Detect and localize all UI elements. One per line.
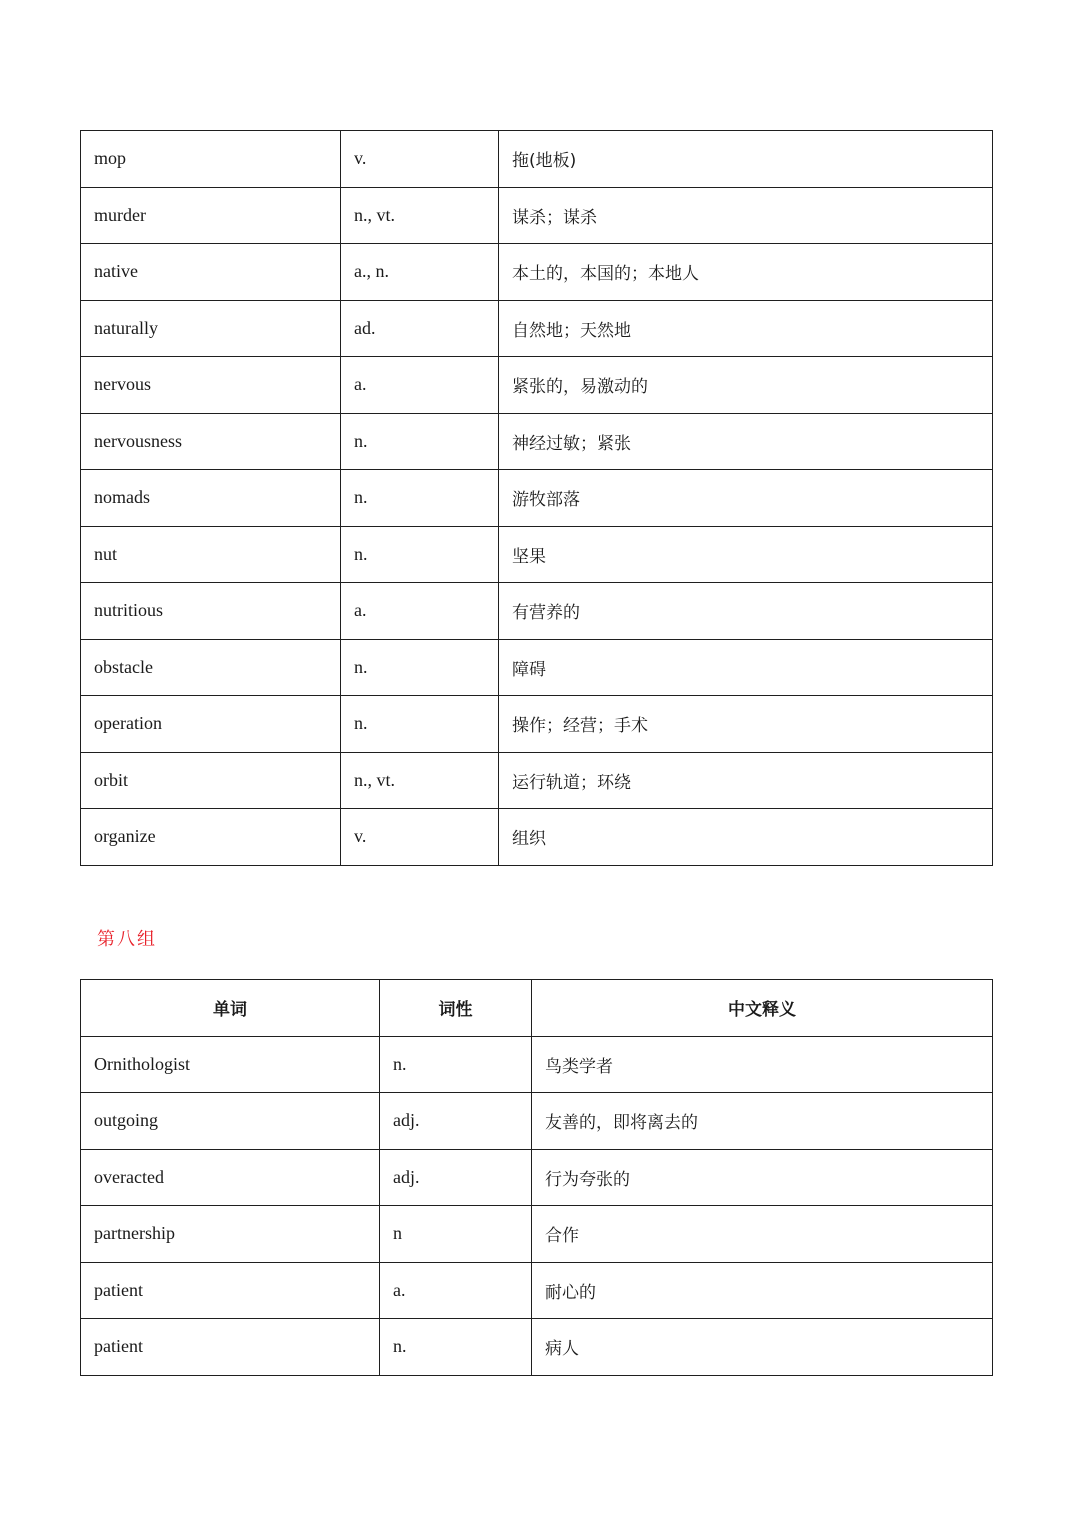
vocabulary-table-2	[80, 979, 993, 1376]
word-cell: operation	[81, 696, 341, 753]
chinese-meaning-cell: 坚果	[499, 526, 993, 583]
part-of-speech-cell: n., vt.	[341, 752, 499, 809]
chinese-meaning-cell: 病人	[532, 1319, 993, 1376]
table-row	[81, 1319, 993, 1376]
chinese-meaning-cell: 拖(地板)	[499, 131, 993, 188]
word-cell: nut	[81, 526, 341, 583]
word-cell: organize	[81, 809, 341, 866]
chinese-meaning-cell: 游牧部落	[499, 470, 993, 527]
table-row	[81, 809, 993, 866]
part-of-speech-cell: n.	[380, 1036, 532, 1093]
table-row	[81, 357, 993, 414]
chinese-meaning-cell: 鸟类学者	[532, 1036, 993, 1093]
part-of-speech-cell: adj.	[380, 1093, 532, 1150]
part-of-speech-cell: adj.	[380, 1149, 532, 1206]
chinese-meaning-cell: 操作；经营；手术	[499, 696, 993, 753]
word-cell: patient	[81, 1262, 380, 1319]
word-cell: nervousness	[81, 413, 341, 470]
chinese-meaning-cell: 谋杀；谋杀	[499, 187, 993, 244]
header-part-of-speech: 词性	[380, 980, 532, 1037]
chinese-meaning-cell: 自然地；天然地	[499, 300, 993, 357]
table-row	[81, 300, 993, 357]
part-of-speech-cell: n.	[380, 1319, 532, 1376]
table-row	[81, 696, 993, 753]
table-row	[81, 244, 993, 301]
word-cell: nervous	[81, 357, 341, 414]
word-cell: obstacle	[81, 639, 341, 696]
chinese-meaning-cell: 紧张的，易激动的	[499, 357, 993, 414]
word-cell: nomads	[81, 470, 341, 527]
table-row	[81, 639, 993, 696]
word-cell: patient	[81, 1319, 380, 1376]
part-of-speech-cell: n.	[341, 526, 499, 583]
chinese-meaning-cell: 友善的，即将离去的	[532, 1093, 993, 1150]
chinese-meaning-cell: 有营养的	[499, 583, 993, 640]
chinese-meaning-cell: 运行轨道；环绕	[499, 752, 993, 809]
table-row	[81, 1036, 993, 1093]
chinese-meaning-cell: 组织	[499, 809, 993, 866]
chinese-meaning-cell: 本土的，本国的；本地人	[499, 244, 993, 301]
chinese-meaning-cell: 合作	[532, 1206, 993, 1263]
chinese-meaning-cell: 神经过敏；紧张	[499, 413, 993, 470]
table-row	[81, 526, 993, 583]
table-row	[81, 1262, 993, 1319]
part-of-speech-cell: n	[380, 1206, 532, 1263]
table-row	[81, 583, 993, 640]
part-of-speech-cell: n., vt.	[341, 187, 499, 244]
table-row	[81, 413, 993, 470]
word-cell: naturally	[81, 300, 341, 357]
section-title: 第八组	[97, 929, 157, 950]
part-of-speech-cell: ad.	[341, 300, 499, 357]
part-of-speech-cell: n.	[341, 696, 499, 753]
chinese-meaning-cell: 耐心的	[532, 1262, 993, 1319]
part-of-speech-cell: n.	[341, 413, 499, 470]
header-word: 单词	[81, 980, 380, 1037]
table-row	[81, 1093, 993, 1150]
table-header-row	[81, 980, 993, 1037]
word-cell: partnership	[81, 1206, 380, 1263]
part-of-speech-cell: n.	[341, 639, 499, 696]
vocabulary-table-1-body	[81, 131, 993, 866]
part-of-speech-cell: n.	[341, 470, 499, 527]
chinese-meaning-cell: 行为夸张的	[532, 1149, 993, 1206]
word-cell: murder	[81, 187, 341, 244]
word-cell: native	[81, 244, 341, 301]
chinese-meaning-cell: 障碍	[499, 639, 993, 696]
word-cell: Ornithologist	[81, 1036, 380, 1093]
word-cell: orbit	[81, 752, 341, 809]
part-of-speech-cell: a.	[341, 583, 499, 640]
part-of-speech-cell: v.	[341, 809, 499, 866]
vocabulary-table-1	[80, 130, 993, 866]
word-cell: mop	[81, 131, 341, 188]
part-of-speech-cell: a.	[380, 1262, 532, 1319]
header-chinese-meaning: 中文释义	[532, 980, 993, 1037]
table-row	[81, 752, 993, 809]
part-of-speech-cell: a.	[341, 357, 499, 414]
table-row	[81, 470, 993, 527]
vocabulary-table-2-body	[81, 1036, 993, 1375]
word-cell: nutritious	[81, 583, 341, 640]
table-row	[81, 1206, 993, 1263]
word-cell: overacted	[81, 1149, 380, 1206]
part-of-speech-cell: a., n.	[341, 244, 499, 301]
table-row	[81, 187, 993, 244]
table-row	[81, 131, 993, 188]
table-row	[81, 1149, 993, 1206]
word-cell: outgoing	[81, 1093, 380, 1150]
part-of-speech-cell: v.	[341, 131, 499, 188]
